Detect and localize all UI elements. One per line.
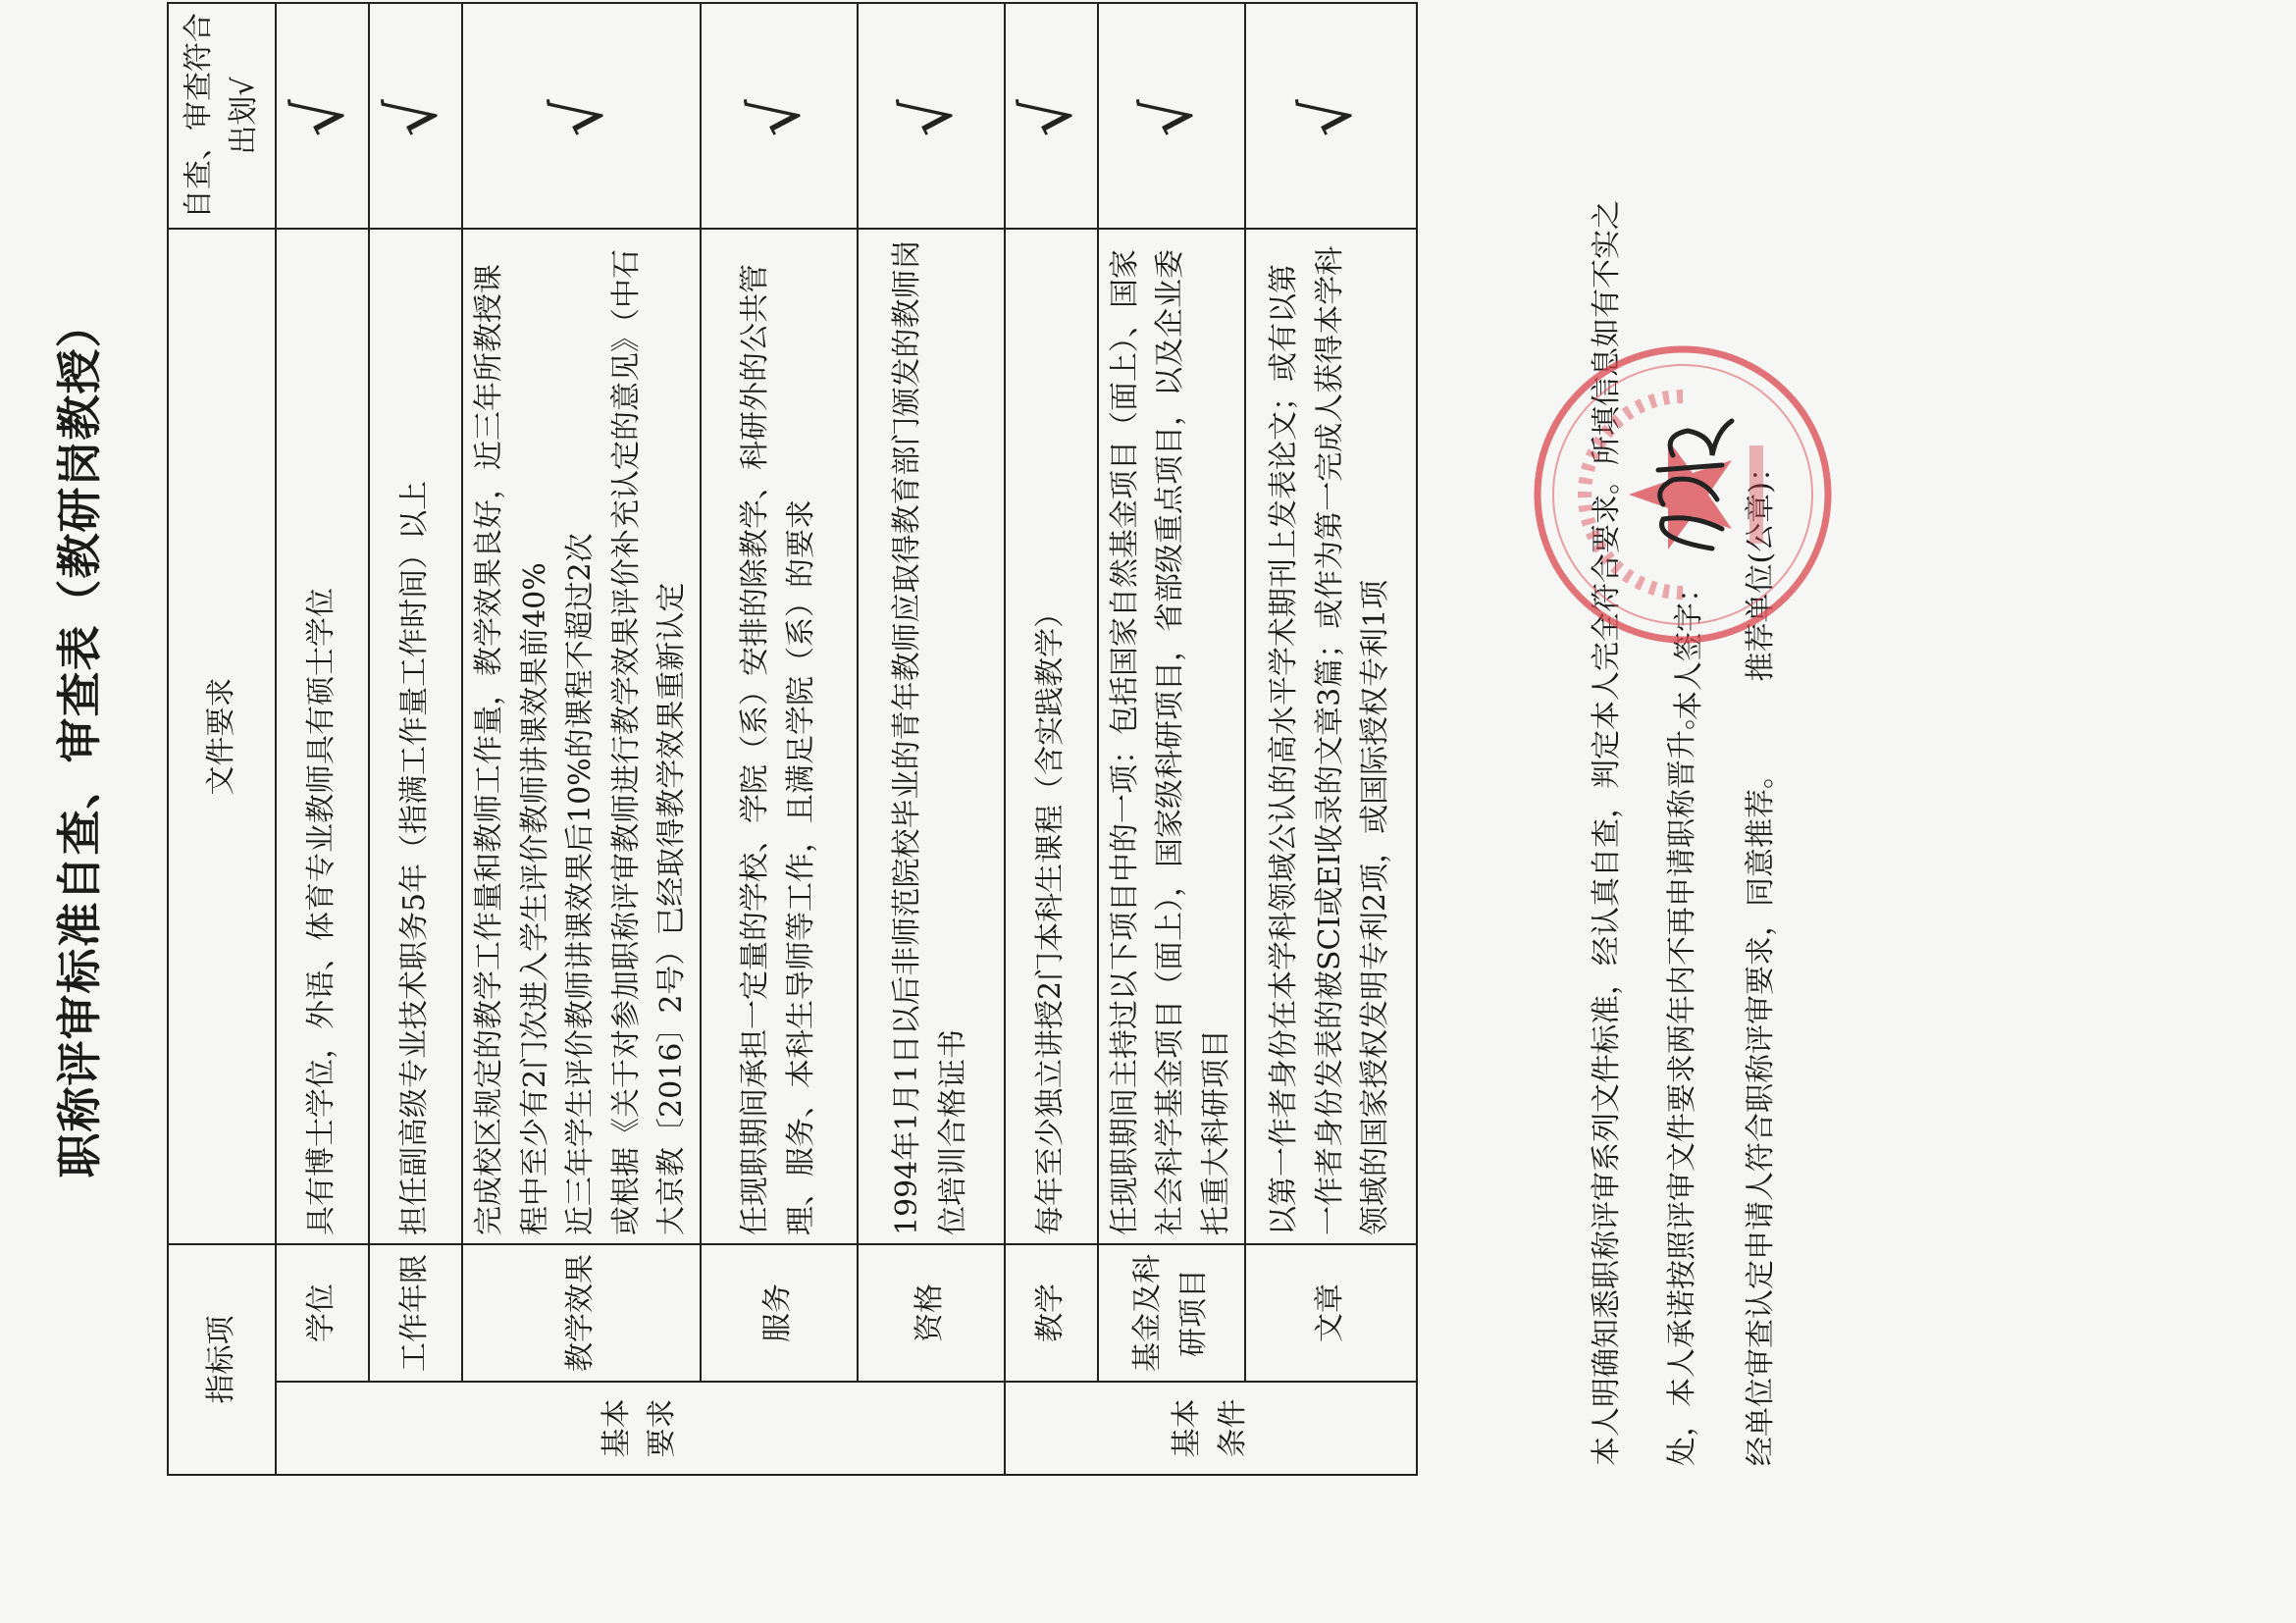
row-item-label: 教学效果 xyxy=(462,1244,701,1382)
row-item-label: 学位 xyxy=(276,1244,369,1382)
pledge-text xyxy=(1570,112,1800,1466)
checkmark-icon: √ xyxy=(888,89,969,142)
table-header-row xyxy=(168,3,276,1475)
row-check-cell xyxy=(701,3,858,229)
pledge-line-2: 处，本人承诺按照评审文件要求两年内不再申请职称晋升。 xyxy=(1664,701,1699,1466)
row-requirement-text: 担任副高级专业技术职务5年（指满工作量工作时间）以上 xyxy=(369,229,462,1244)
row-check-cell xyxy=(858,3,1005,229)
row-item-label: 服务 xyxy=(701,1244,858,1382)
pledge-line-1: 本人明确知悉职称评审系列文件标准，经认真自查，判定本人完全符合要求。所填信息如有不实之 xyxy=(1590,200,1624,1466)
row-check-cell xyxy=(1098,3,1245,229)
table-row xyxy=(1245,3,1417,1475)
group-basic-requirements: 基本要求 xyxy=(276,1382,1005,1475)
pledge-line-3 xyxy=(1724,112,1800,1466)
table-row xyxy=(369,3,462,1475)
recommend-unit-label: 推荐单位(公章)： xyxy=(1744,452,1778,682)
row-requirement-text: 1994年1月1日以后非师范院校毕业的青年教师应取得教育部门颁发的教师岗位培训合格证书 xyxy=(858,229,1005,1244)
row-item-label: 基金及科研项目 xyxy=(1098,1244,1245,1382)
group-basic-conditions: 基本条件 xyxy=(1005,1382,1417,1475)
table-row xyxy=(276,3,369,1475)
checkmark-icon: √ xyxy=(1287,89,1369,142)
table-row xyxy=(1005,3,1098,1475)
header-index: 指标项 xyxy=(168,1244,276,1475)
checkmark-icon: √ xyxy=(280,89,361,142)
checkmark-icon: √ xyxy=(373,89,454,142)
table-row xyxy=(858,3,1005,1475)
checkmark-icon: √ xyxy=(1128,89,1210,142)
page-title: 职称评审标准自查、审查表（教研岗教授） xyxy=(53,301,106,1178)
table-row xyxy=(1098,3,1245,1475)
row-item-label: 资格 xyxy=(858,1244,1005,1382)
row-requirement-text: 任现职期间主持过以下项目中的一项：包括国家自然基金项目（面上）、国家社会科学基金项目（面上），国家级科研项目，省部级重点项目，以及企业委托重大科研项目 xyxy=(1098,229,1245,1244)
handwritten-signature xyxy=(1634,411,1742,558)
checkmark-icon: √ xyxy=(538,89,620,142)
row-requirement-text: 具有博士学位，外语、体育专业教师具有硕士学位 xyxy=(276,229,369,1244)
row-requirement-text: 完成校区规定的教学工作量和教师工作量，教学效果良好，近三年所教授课程中至少有2门次进入学生评价教师讲课效果前40% 近三年学生评价教师讲课效果后10%的课程不超过2次 或根据《关于对参加职称评审教师进行教学效果评价补充认定的意见》（中石大京教〔2016〕2号）已经取得教学效果重新认定 xyxy=(462,229,701,1244)
row-requirement-text: 每年至少独立讲授2门本科生课程（含实践教学） xyxy=(1005,229,1098,1244)
table-row xyxy=(462,3,701,1475)
checkmark-icon: √ xyxy=(736,89,817,142)
row-check-cell xyxy=(1005,3,1098,229)
table-row xyxy=(701,3,858,1475)
row-item-label: 文章 xyxy=(1245,1244,1417,1382)
row-check-cell xyxy=(276,3,369,229)
row-item-label: 教学 xyxy=(1005,1244,1098,1382)
row-requirement-text: 任现职期间承担一定量的学校、学院（系）安排的除教学、科研外的公共管理、服务、本科生导师等工作，且满足学院（系）的要求 xyxy=(701,229,858,1244)
review-table xyxy=(167,2,1418,1476)
row-check-cell xyxy=(462,3,701,229)
signature-label: 本人签字： xyxy=(1672,573,1706,720)
header-check: 自查、审查符合出划√ xyxy=(168,3,276,229)
header-requirement: 文件要求 xyxy=(168,229,276,1244)
checkmark-icon: √ xyxy=(1008,89,1089,142)
row-check-cell xyxy=(369,3,462,229)
row-item-label: 工作年限 xyxy=(369,1244,462,1382)
approval-statement: 经单位审查认定申请人符合职称评审要求，同意推荐。 xyxy=(1744,759,1778,1466)
row-check-cell xyxy=(1245,3,1417,229)
row-requirement-text: 以第一作者身份在本学科领域公认的高水平学术期刊上发表论文；或有以第一作者身份发表的被SCI或EI收录的文章3篇；或作为第一完成人获得本学科领域的国家授权发明专利2项，或国际授权专利1项 xyxy=(1245,229,1417,1244)
